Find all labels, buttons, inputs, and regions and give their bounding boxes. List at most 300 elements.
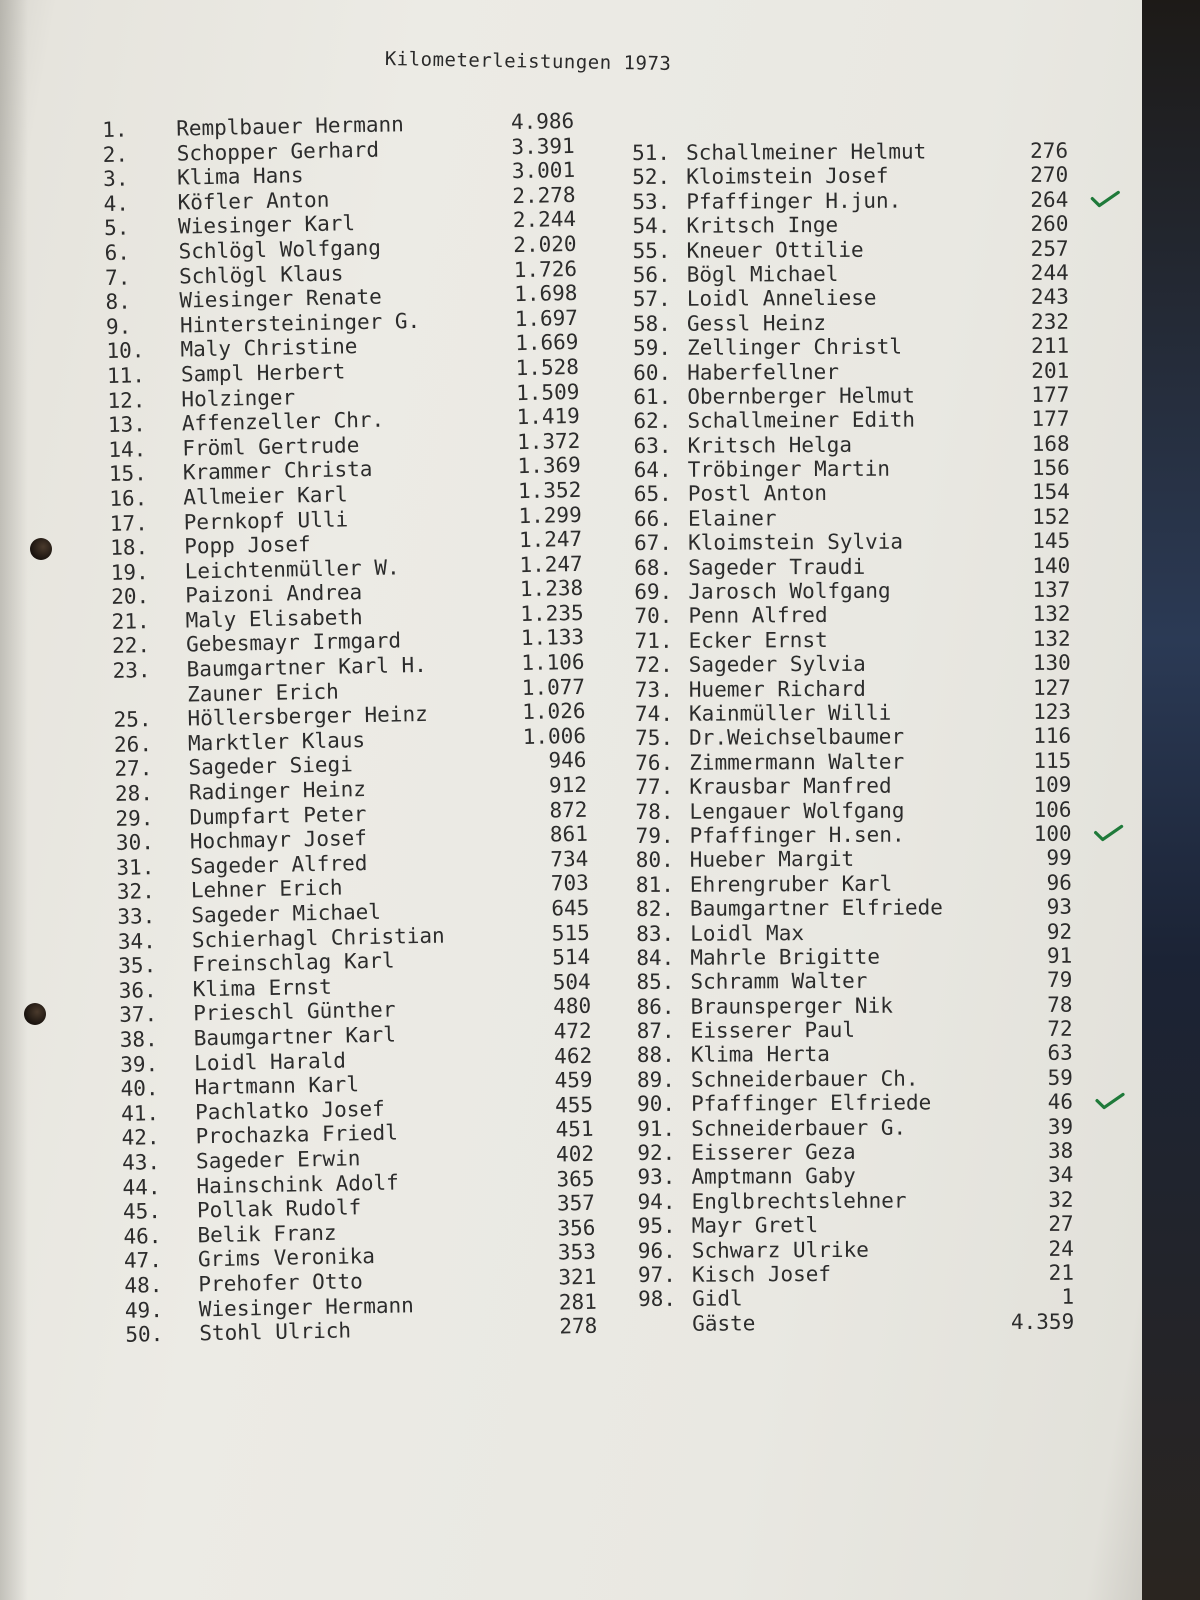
green-checkmark-icon bbox=[1094, 823, 1124, 841]
kilometer-value: 514 bbox=[552, 944, 591, 970]
rank-number: 22. bbox=[111, 633, 151, 659]
person-name: Radinger Heinz bbox=[188, 777, 367, 805]
rank-number: 89. bbox=[636, 1067, 675, 1092]
kilometer-value: 861 bbox=[549, 822, 589, 847]
person-name: Sageder Michael bbox=[191, 899, 382, 928]
kilometer-value: 140 bbox=[1032, 553, 1071, 578]
kilometer-value: 1.698 bbox=[514, 281, 578, 307]
kilometer-value: 2.244 bbox=[512, 207, 577, 233]
list-item bbox=[636, 870, 1096, 897]
person-name: Prieschl Günther bbox=[192, 997, 396, 1026]
person-name: Kainmüller Willi bbox=[688, 700, 892, 726]
kilometer-value: 244 bbox=[1030, 260, 1069, 285]
rank-number: 63. bbox=[633, 433, 672, 458]
green-checkmark-icon bbox=[1090, 189, 1120, 207]
person-name: Krammer Christa bbox=[182, 457, 373, 485]
rank-number: 42. bbox=[121, 1125, 160, 1151]
person-name: Kritsch Helga bbox=[687, 432, 853, 458]
person-name: Baumgartner Elfriede bbox=[689, 895, 943, 921]
person-name: Wiesinger Renate bbox=[179, 284, 383, 313]
rank-number: 92. bbox=[637, 1140, 676, 1166]
rank-number: 64. bbox=[633, 457, 672, 483]
rank-number: 98. bbox=[638, 1287, 677, 1312]
rank-number: 17. bbox=[109, 510, 148, 536]
person-name: Kisch Josef bbox=[691, 1261, 832, 1287]
kilometer-value: 78 bbox=[1047, 992, 1073, 1017]
person-name: Loidl Max bbox=[690, 920, 805, 946]
person-name: Lengauer Wolfgang bbox=[689, 798, 905, 824]
rank-number: 15. bbox=[108, 461, 148, 487]
person-name: Wiesinger Hermann bbox=[198, 1292, 415, 1321]
person-name: Pachlatko Josef bbox=[194, 1096, 385, 1125]
kilometer-value: 127 bbox=[1032, 675, 1071, 700]
person-name: Maly Elisabeth bbox=[185, 604, 363, 633]
person-name: Eisserer Paul bbox=[690, 1017, 856, 1043]
person-name: Eisserer Geza bbox=[691, 1139, 856, 1165]
rank-number: 85. bbox=[636, 970, 675, 995]
rank-number: 74. bbox=[634, 701, 673, 726]
rank-number: 49. bbox=[124, 1297, 164, 1323]
rank-number: 45. bbox=[122, 1199, 162, 1224]
rank-number: 61. bbox=[633, 384, 672, 409]
kilometer-value: 264 bbox=[1030, 187, 1069, 212]
kilometer-value: 106 bbox=[1033, 797, 1072, 822]
rank-number: 29. bbox=[115, 805, 154, 831]
rank-number: 47. bbox=[123, 1248, 163, 1274]
list-item bbox=[637, 1017, 1097, 1044]
rank-number: 66. bbox=[633, 506, 672, 531]
kilometer-value: 1.077 bbox=[521, 674, 586, 700]
ranking-list-left bbox=[102, 109, 606, 1348]
person-name: Hochmayr Josef bbox=[189, 826, 368, 854]
rank-number: 13. bbox=[107, 412, 147, 438]
kilometer-value: 1.299 bbox=[518, 502, 582, 528]
list-item bbox=[634, 504, 1094, 531]
person-name: Holzinger bbox=[181, 384, 296, 412]
rank-number: 30. bbox=[115, 830, 155, 856]
kilometer-value: 38 bbox=[1047, 1138, 1074, 1163]
rank-number: 65. bbox=[633, 482, 672, 507]
person-name: Ecker Ernst bbox=[688, 627, 828, 653]
kilometer-value: 1.528 bbox=[515, 354, 580, 381]
rank-number: 62. bbox=[633, 409, 672, 434]
list-item bbox=[637, 1187, 1097, 1214]
kilometer-value: 116 bbox=[1033, 724, 1072, 749]
kilometer-value: 515 bbox=[551, 920, 590, 946]
kilometer-value: 281 bbox=[558, 1289, 598, 1314]
rank-number: 28. bbox=[114, 781, 154, 806]
kilometer-value: 472 bbox=[553, 1018, 592, 1044]
person-name: Sageder Siegi bbox=[188, 752, 354, 780]
kilometer-value: 1.697 bbox=[514, 305, 579, 331]
list-item bbox=[635, 675, 1095, 702]
kilometer-value: 24 bbox=[1048, 1236, 1074, 1261]
person-name: Amptmann Gaby bbox=[691, 1164, 856, 1190]
kilometer-value: 1.372 bbox=[516, 428, 581, 454]
person-name: Ehrengruber Karl bbox=[689, 871, 893, 897]
person-name: Klima Herta bbox=[690, 1042, 830, 1068]
kilometer-value: 211 bbox=[1031, 333, 1070, 359]
list-item bbox=[638, 1309, 1098, 1336]
person-name: Gidl bbox=[692, 1286, 743, 1312]
rank-number: 2. bbox=[102, 142, 129, 167]
person-name: Prehofer Otto bbox=[198, 1269, 363, 1297]
list-item bbox=[637, 1114, 1097, 1141]
person-name: Baumgartner Karl bbox=[193, 1022, 397, 1051]
list-item bbox=[634, 553, 1094, 580]
kilometer-value: 1.352 bbox=[517, 477, 582, 503]
rank-number: 93. bbox=[637, 1165, 676, 1190]
list-item bbox=[637, 1065, 1097, 1092]
list-item bbox=[633, 358, 1093, 385]
kilometer-value: 480 bbox=[552, 994, 592, 1019]
person-name: Hartmann Karl bbox=[194, 1072, 360, 1100]
kilometer-value: 177 bbox=[1031, 382, 1070, 407]
rank-number: 77. bbox=[635, 774, 674, 800]
list-item bbox=[637, 1090, 1097, 1117]
kilometer-value: 59 bbox=[1047, 1065, 1073, 1090]
kilometer-value: 1.247 bbox=[519, 551, 583, 577]
kilometer-value: 912 bbox=[548, 772, 588, 798]
kilometer-value: 32 bbox=[1048, 1187, 1074, 1212]
rank-number: 73. bbox=[634, 677, 673, 702]
rank-number: 97. bbox=[637, 1262, 676, 1287]
person-name: Hueber Margit bbox=[689, 847, 855, 873]
person-name: Stohl Ulrich bbox=[199, 1318, 352, 1346]
person-name: Marktler Klaus bbox=[187, 727, 366, 756]
kilometer-value: 109 bbox=[1033, 772, 1072, 798]
person-name: Schneiderbauer G. bbox=[691, 1115, 907, 1141]
rank-number: 27. bbox=[114, 756, 153, 782]
rank-number: 68. bbox=[634, 555, 673, 580]
person-name: Baumgartner Karl H. bbox=[186, 652, 428, 682]
list-item bbox=[633, 285, 1093, 312]
kilometer-value: 145 bbox=[1032, 528, 1071, 554]
list-item bbox=[636, 919, 1096, 946]
kilometer-value: 455 bbox=[554, 1092, 594, 1118]
rank-number: 33. bbox=[117, 904, 156, 929]
rank-number: 10. bbox=[106, 338, 145, 364]
rank-number: 52. bbox=[632, 165, 671, 190]
rank-number: 43. bbox=[121, 1150, 161, 1175]
person-name: Leichtenmüller W. bbox=[184, 555, 400, 584]
rank-number: 60. bbox=[633, 360, 672, 385]
kilometer-value: 91 bbox=[1046, 943, 1073, 968]
kilometer-value: 100 bbox=[1033, 821, 1072, 846]
rank-number: 31. bbox=[116, 854, 155, 880]
person-name: Loidl Anneliese bbox=[686, 286, 877, 312]
person-name: Pernkopf Ulli bbox=[183, 506, 349, 535]
kilometer-value: 1.509 bbox=[515, 379, 580, 405]
rank-number: 34. bbox=[117, 928, 156, 954]
person-name: Penn Alfred bbox=[688, 603, 828, 629]
person-name: Fröml Gertrude bbox=[182, 432, 360, 461]
rank-number: 25. bbox=[113, 707, 152, 733]
person-name: Affenzeller Chr. bbox=[181, 407, 385, 436]
rank-number: 1. bbox=[102, 117, 128, 142]
person-name: Mayr Gretl bbox=[691, 1213, 819, 1238]
kilometer-value: 154 bbox=[1031, 480, 1070, 505]
person-name: Zellinger Christl bbox=[687, 334, 903, 360]
rank-number: 46. bbox=[123, 1223, 162, 1249]
person-name: Dr.Weichselbaumer bbox=[689, 724, 905, 751]
kilometer-value: 99 bbox=[1046, 846, 1072, 871]
person-name: Englbrechtslehner bbox=[691, 1188, 907, 1214]
kilometer-value: 504 bbox=[552, 969, 591, 995]
person-name: Prochazka Friedl bbox=[195, 1120, 399, 1149]
person-name: Grims Veronika bbox=[197, 1244, 376, 1272]
kilometer-value: 177 bbox=[1031, 407, 1070, 432]
kilometer-value: 137 bbox=[1032, 577, 1071, 602]
list-item bbox=[634, 529, 1094, 556]
kilometer-value: 1.026 bbox=[522, 699, 586, 725]
rank-number: 5. bbox=[103, 215, 130, 241]
kilometer-value: 1.369 bbox=[517, 453, 581, 479]
list-item bbox=[635, 724, 1095, 751]
kilometer-value: 21 bbox=[1048, 1260, 1074, 1285]
green-checkmark-icon bbox=[1095, 1092, 1125, 1110]
person-name: Kneuer Ottilie bbox=[686, 237, 864, 263]
list-item bbox=[633, 236, 1093, 263]
rank-number: 20. bbox=[110, 584, 150, 610]
person-name: Bögl Michael bbox=[686, 261, 839, 287]
person-name: Kritsch Inge bbox=[686, 213, 839, 238]
kilometer-value: 152 bbox=[1031, 504, 1071, 529]
list-item bbox=[638, 1261, 1098, 1288]
kilometer-value: 257 bbox=[1030, 236, 1069, 261]
rank-number: 56. bbox=[632, 262, 671, 287]
kilometer-value: 270 bbox=[1030, 163, 1069, 188]
rank-number: 91. bbox=[637, 1116, 676, 1141]
kilometer-value: 156 bbox=[1031, 455, 1070, 480]
rank-number: 4. bbox=[103, 191, 130, 216]
kilometer-value: 321 bbox=[558, 1264, 597, 1290]
person-name: Schramm Walter bbox=[690, 969, 868, 994]
kilometer-value: 3.001 bbox=[511, 158, 576, 184]
kilometer-value: 1.419 bbox=[516, 404, 581, 430]
kilometer-value: 168 bbox=[1031, 431, 1070, 456]
person-name: Sageder Erwin bbox=[195, 1146, 361, 1174]
list-item bbox=[634, 431, 1094, 458]
list-item bbox=[634, 578, 1094, 605]
person-name: Remplbauer Hermann bbox=[175, 112, 404, 141]
rank-number: 58. bbox=[632, 311, 671, 336]
rank-number: 80. bbox=[635, 848, 674, 873]
rank-number: 38. bbox=[119, 1027, 158, 1052]
list-item bbox=[636, 992, 1096, 1019]
person-name: Schneiderbauer Ch. bbox=[690, 1066, 919, 1092]
kilometer-value: 63 bbox=[1047, 1041, 1073, 1066]
kilometer-value: 243 bbox=[1030, 285, 1069, 310]
person-name: Lehner Erich bbox=[190, 875, 343, 903]
kilometer-value: 734 bbox=[550, 846, 589, 872]
list-item bbox=[635, 748, 1095, 775]
rank-number: 8. bbox=[105, 289, 132, 315]
kilometer-value: 123 bbox=[1032, 699, 1072, 724]
kilometer-value: 34 bbox=[1048, 1163, 1074, 1188]
person-name: Dumpfart Peter bbox=[189, 801, 367, 830]
rank-number: 90. bbox=[636, 1092, 676, 1117]
person-name: Gäste bbox=[692, 1311, 756, 1336]
rank-number: 88. bbox=[636, 1043, 675, 1068]
person-name: Belik Franz bbox=[197, 1220, 337, 1248]
person-name: Schallmeiner Helmut bbox=[685, 139, 927, 165]
list-item bbox=[636, 895, 1096, 922]
kilometer-value: 115 bbox=[1033, 748, 1072, 773]
list-item bbox=[634, 602, 1094, 629]
rank-number: 14. bbox=[108, 436, 147, 462]
kilometer-value: 232 bbox=[1030, 309, 1070, 334]
kilometer-value: 1.669 bbox=[514, 330, 579, 356]
kilometer-value: 1.133 bbox=[520, 625, 585, 651]
rank-number: 71. bbox=[634, 628, 673, 653]
person-name: Zauner Erich bbox=[186, 679, 339, 707]
kilometer-value: 462 bbox=[553, 1043, 593, 1069]
rank-number: 11. bbox=[106, 363, 146, 388]
person-name: Köfler Anton bbox=[177, 187, 330, 215]
list-item bbox=[636, 943, 1096, 970]
rank-number: 86. bbox=[636, 994, 675, 1019]
kilometer-value: 365 bbox=[556, 1166, 595, 1191]
kilometer-value: 872 bbox=[549, 797, 588, 823]
person-name: Postl Anton bbox=[687, 481, 827, 507]
kilometer-value: 451 bbox=[555, 1117, 594, 1142]
list-item bbox=[637, 1139, 1097, 1166]
rank-number: 94. bbox=[637, 1189, 676, 1214]
rank-number: 16. bbox=[109, 486, 148, 511]
list-item bbox=[633, 334, 1093, 361]
person-name: Schierhagl Christian bbox=[191, 923, 445, 953]
list-item bbox=[633, 309, 1093, 336]
person-name: Schlögl Klaus bbox=[178, 260, 344, 289]
kilometer-value: 130 bbox=[1032, 650, 1071, 676]
list-item bbox=[633, 382, 1093, 409]
rank-number: 53. bbox=[632, 189, 671, 214]
rank-number: 35. bbox=[118, 953, 157, 979]
person-name: Hainschink Adolf bbox=[196, 1170, 400, 1198]
rank-number: 69. bbox=[634, 579, 673, 605]
kilometer-value: 4.359 bbox=[1010, 1309, 1075, 1334]
rank-number: 83. bbox=[636, 921, 675, 946]
rank-number: 7. bbox=[104, 265, 131, 290]
person-name: Sageder Alfred bbox=[190, 850, 368, 879]
list-item bbox=[635, 797, 1095, 824]
person-name: Pfaffinger Elfriede bbox=[690, 1090, 932, 1116]
rank-number: 36. bbox=[118, 977, 157, 1003]
kilometer-value: 357 bbox=[556, 1190, 596, 1216]
rank-number: 70. bbox=[634, 604, 673, 629]
rank-number: 6. bbox=[104, 240, 131, 265]
kilometer-value: 72 bbox=[1047, 1016, 1073, 1041]
list-item bbox=[638, 1236, 1098, 1263]
kilometer-value: 2.278 bbox=[512, 182, 576, 208]
kilometer-value: 353 bbox=[557, 1240, 597, 1265]
person-name: Loidl Harald bbox=[193, 1048, 347, 1075]
person-name: Schwarz Ulrike bbox=[691, 1237, 869, 1263]
list-item bbox=[636, 822, 1096, 849]
person-name: Gessl Heinz bbox=[686, 310, 827, 336]
list-item bbox=[632, 187, 1092, 214]
list-item bbox=[632, 139, 1092, 166]
rank-number: 19. bbox=[110, 559, 149, 585]
kilometer-value: 92 bbox=[1046, 919, 1073, 944]
kilometer-value: 132 bbox=[1032, 602, 1071, 627]
rank-number: 41. bbox=[120, 1100, 160, 1126]
kilometer-value: 4.986 bbox=[510, 108, 575, 135]
rank-number: 32. bbox=[116, 879, 156, 905]
person-name: Wiesinger Karl bbox=[177, 211, 356, 239]
person-name: Schlögl Wolfgang bbox=[178, 235, 382, 264]
kilometer-value: 27 bbox=[1048, 1211, 1074, 1237]
kilometer-value: 1.238 bbox=[519, 576, 584, 602]
person-name: Freinschlag Karl bbox=[192, 948, 395, 977]
background-edge bbox=[1142, 0, 1200, 1600]
rank-number: 67. bbox=[634, 531, 673, 556]
person-name: Pfaffinger H.jun. bbox=[686, 188, 902, 214]
kilometer-value: 1.247 bbox=[518, 526, 583, 553]
person-name: Braunsperger Nik bbox=[690, 993, 893, 1019]
kilometer-value: 1.006 bbox=[522, 723, 587, 749]
rank-number: 79. bbox=[635, 823, 674, 848]
person-name: Kloimstein Sylvia bbox=[688, 529, 904, 555]
rank-number: 21. bbox=[111, 609, 150, 634]
rank-number: 51. bbox=[632, 140, 671, 165]
list-item bbox=[634, 456, 1094, 483]
kilometer-value: 946 bbox=[548, 748, 587, 773]
kilometer-value: 46 bbox=[1047, 1089, 1074, 1115]
kilometer-value: 402 bbox=[555, 1141, 595, 1167]
person-name: Mahrle Brigitte bbox=[690, 944, 880, 970]
rank-number: 23. bbox=[112, 658, 151, 683]
list-item bbox=[637, 1041, 1097, 1068]
rank-number bbox=[113, 701, 187, 702]
rank-number: 95. bbox=[637, 1213, 676, 1239]
rank-number: 75. bbox=[635, 726, 674, 751]
kilometer-value: 93 bbox=[1046, 894, 1073, 919]
rank-number: 54. bbox=[632, 213, 671, 239]
person-name: Jarosch Wolfgang bbox=[688, 578, 891, 604]
list-item bbox=[632, 163, 1092, 190]
rank-number: 84. bbox=[636, 945, 675, 970]
rank-number: 18. bbox=[110, 535, 149, 561]
person-name: Schopper Gerhard bbox=[176, 137, 380, 166]
kilometer-value: 39 bbox=[1047, 1114, 1074, 1139]
kilometer-value: 278 bbox=[559, 1313, 598, 1339]
punch-hole-icon bbox=[30, 538, 52, 560]
rank-number: 26. bbox=[113, 732, 153, 757]
kilometer-value: 1.106 bbox=[521, 649, 585, 676]
rank-number: 81. bbox=[635, 872, 674, 897]
person-name: Obernberger Helmut bbox=[687, 383, 915, 409]
list-item bbox=[636, 846, 1096, 873]
rank-number: 39. bbox=[119, 1051, 159, 1077]
rank-number: 9. bbox=[105, 314, 132, 339]
person-name: Krausbar Manfred bbox=[689, 773, 892, 799]
kilometer-value: 276 bbox=[1030, 138, 1069, 163]
person-name: Paizoni Andrea bbox=[184, 580, 363, 608]
kilometer-value: 1 bbox=[1061, 1285, 1075, 1310]
kilometer-value: 645 bbox=[551, 895, 590, 921]
rank-number: 87. bbox=[636, 1018, 675, 1044]
list-item bbox=[635, 700, 1095, 727]
kilometer-value: 3.391 bbox=[511, 133, 575, 159]
person-name: Huemer Richard bbox=[688, 676, 866, 702]
page-edge-shadow bbox=[0, 0, 28, 1600]
kilometer-value: 201 bbox=[1031, 358, 1070, 383]
person-name: Klima Hans bbox=[176, 163, 304, 190]
rank-number: 3. bbox=[102, 166, 129, 192]
document-title: Kilometerleistungen 1973 bbox=[384, 48, 672, 75]
